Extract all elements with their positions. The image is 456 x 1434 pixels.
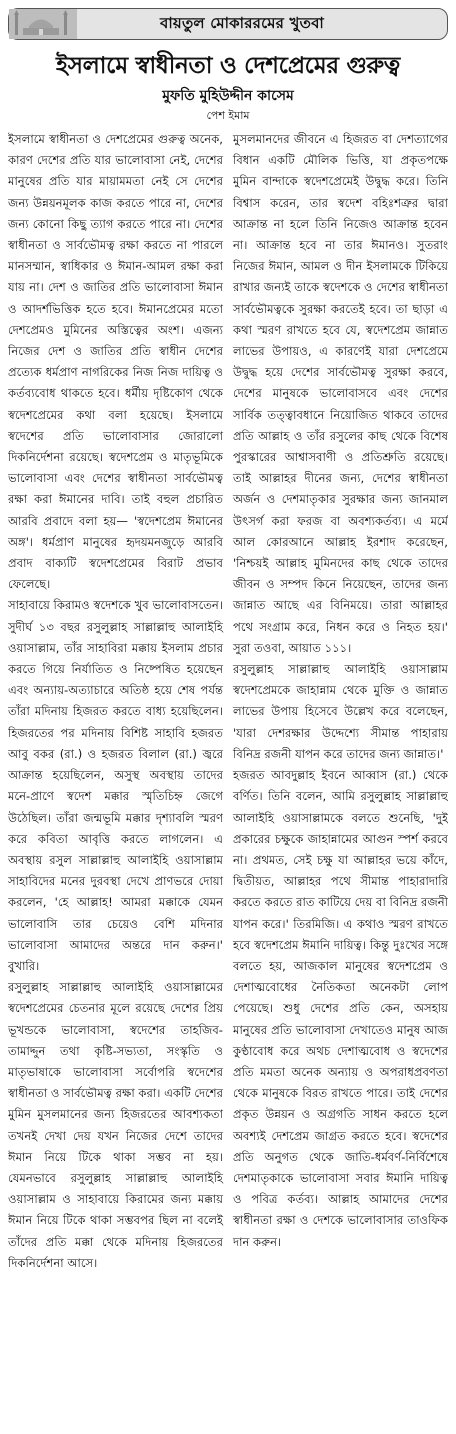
- column-banner: [8, 8, 448, 40]
- article-body: [8, 129, 448, 1367]
- paragraph: হজরত আবদুল্লাহ ইবনে আব্বাস (রা.) থেকে বর্ণিত। তিনি বলেন, আমি রসুলুল্লাহ সাল্লাল্লাহু আলাইহি ওয়াসাল্লামকে বলতে শুনেছি, 'দুই প্রকারের চক্ষুকে জাহান্নামের আগুন স্পর্শ করবে না। প্রথমত, সেই চক্ষু যা আল্লাহর ভয়ে কাঁদে, দ্বিতীয়ত, আল্লাহর পথে সীমান্ত পাহারাদারি করতে করতে রাত কাটিয়ে দেয় বা বিনিদ্র রজনী যাপন করে।' তিরমিজি। এ কথাও স্মরণ রাখতে হবে স্বদেশপ্রেম ঈমানি দায়িত্ব। কিন্তু দুঃখের সঙ্গে বলতে হয়, আজকাল মানুষের স্বদেশপ্রেম ও দেশাত্মবোধের নৈতিকতা অনেকটা লোপ পেয়েছে। শুধু দেশের প্রতি কেন, অসহায় মানুষের প্রতি ভালোবাসা দেখাতেও মানুষ আজ কুণ্ঠাবোধ করে অথচ দেশাত্মবোধ ও স্বদেশের প্রতি মমতা অনেক অন্যায় ও অপরাধপ্রবণতা থেকে মানুষকে বিরত রাখতে পারে। তাই দেশের প্রকৃত উন্নয়ন ও অগ্রগতি সাধন করতে হলে অবশ্যই দেশপ্রেম জাগ্রত করতে হবে। স্বদেশের প্রতি অনুগত থেকে জাতি-ধর্মবর্ণ-নির্বিশেষে দেশমাতৃকাকে ভালোবাসা সবার ঈমানি দায়িত্ব ও পবিত্র কর্তব্য। আল্লাহ আমাদের দেশের স্বাধীনতা রক্ষা ও দেশকে ভালোবাসার তাওফিক দান করুন।: [233, 768, 448, 1249]
- paragraph: ইসলামে স্বাধীনতা ও দেশপ্রেমের গুরুত্ব অনেক, কারণ দেশের প্রতি যার ভালোবাসা নেই, দেশের মানুষের প্রতি যার মায়ামমতা নেই সে দেশের জন্য উন্নয়নমূলক কাজ করতে পারে না, দেশের জন্য কোনো কিছু ত্যাগ করতে পারে না। দেশের স্বাধীনতা ও সার্বভৌমত্ব রক্ষা করতে না পারলে মানসম্মান, স্বাধিকার ও ঈমান-আমল রক্ষা করা যায় না। দেশ ও জাতির প্রতি ভালোবাসা ঈমান ও আদর্শভিত্তিক হতে হবে। ঈমানপ্রেমের মতো দেশপ্রেমও মুমিনের অস্তিত্বের অংশ। এজন্য নিজের দেশ ও জাতির প্রতি স্বাধীন দেশের প্রত্যেক ধর্মপ্রাণ নাগরিকের নিজ নিজ দায়িত্ব ও কর্তব্যবোধ থাকতে হবে। ধর্মীয় দৃষ্টিকোণ থেকে স্বদেশপ্রেমের কথা বলা হয়েছে। ইসলামে স্বদেশের প্রতি ভালোবাসার জোরালো দিকনির্দেশনা রয়েছে। স্বদেশপ্রেম ও মাতৃভূমিকে ভালোবাসা এবং দেশের স্বাধীনতা সার্বভৌমত্ব রক্ষা করা ঈমানের দাবি। তাই বহুল প্রচারিত আরবি প্রবাদে বলা হয়— 'স্বদেশপ্রেম ঈমানের অঙ্গ'। ধর্মপ্রাণ মানুষের হৃদয়মনজুড়ে আরবি প্রবাদ বাক্যটি স্বদেশপ্রেমের বিরাট প্রভাব ফেলেছে।: [8, 132, 223, 592]
- headline: ইসলামে স্বাধীনতা ও দেশপ্রেমের গুরুত্ব: [56, 53, 400, 79]
- paragraph: রসুলুল্লাহ সাল্লাল্লাহু আলাইহি ওয়াসাল্লাম স্বদেশপ্রেমকে জাহান্নাম থেকে মুক্তি ও জান্নাত লাভের উপায় হিসেবে উল্লেখ করে বলেছেন, 'যারা দেশরক্ষার উদ্দেশ্যে সীমান্ত পাহারায় বিনিদ্র রজনী যাপন করে তাদের জন্য জান্নাত।': [233, 662, 448, 761]
- article-column-right: [233, 129, 448, 1367]
- article-column-left: [8, 129, 223, 1367]
- author-role: পেশ ইমাম: [206, 109, 250, 122]
- mosque-icon: [9, 9, 77, 39]
- author-name: মুফতি মুহিউদ্দীন কাসেম: [162, 88, 294, 104]
- column-title: বায়তুল মোকাররমের খুতবা: [160, 13, 324, 32]
- paragraph: মুসলমানদের জীবনে এ হিজরত বা দেশত্যাগের বিধান একটি মৌলিক ভিত্তি, যা প্রকৃতপক্ষে মুমিন বান্দাকে স্বদেশপ্রেমেই উদ্বুদ্ধ করে। তিনি বিশ্বাস করেন, তার স্বদেশ বহিঃশত্রুর দ্বারা আক্রান্ত না হলে তিনি নিজেও আক্রান্ত হবেন না। আক্রান্ত হবে না তার ঈমানও। সুতরাং নিজের ঈমান, আমল ও দীন ইসলামকে টিকিয়ে রাখার জন্যই তাকে স্বদেশকে ও দেশের স্বাধীনতা সার্বভৌমত্বকে সুরক্ষা করতেই হবে। তা ছাড়া এ কথা স্মরণ রাখতে হবে যে, স্বদেশপ্রেম জান্নাত লাভের উপায়ও, এ কারণেই যারা দেশপ্রেমে উদ্বুদ্ধ হয়ে দেশের সার্বভৌমত্ব সুরক্ষা করবে, দেশের মানুষকে ভালোবাসবে এবং দেশের সার্বিক তত্ত্বাবধানে নিয়োজিত থাকবে তাদের প্রতি আল্লাহ ও তাঁর রসুলের কাছ থেকে বিশেষ পুরস্কারের আশ্বাসবাণী ও প্রতিশ্রুতি রয়েছে। তাই আল্লাহর দীনের জন্য, দেশের স্বাধীনতা অর্জন ও দেশমাতৃকার সুরক্ষার জন্য জানমাল উৎসর্গ করা ফরজ বা অবশ্যকর্তব্য। এ মর্মে আল কোরআনে আল্লাহ ইরশাদ করেছেন, 'নিশ্চয়ই আল্লাহ মুমিনদের কাছ থেকে তাদের জীবন ও সম্পদ কিনে নিয়েছেন, তাদের জন্য জান্নাত আছে এর বিনিময়ে। তারা আল্লাহর পথে সংগ্রাম করে, নিধন করে ও নিহত হয়।' সুরা তওবা, আয়াত ১১১।: [233, 132, 448, 655]
- paragraph: রসুলুল্লাহ সাল্লাল্লাহু আলাইহি ওয়াসাল্লামের স্বদেশপ্রেমের চেতনার মূলে রয়েছে দেশের প্রিয় ভূখন্ডকে ভালোবাসা, স্বদেশের তাহজিব-তামাদ্দুন তথা কৃষ্টি-সভ্যতা, সংস্কৃতি ও মাতৃভাষাকে ভালোবাসা সর্বোপরি স্বদেশের স্বাধীনতা ও সার্বভৌমত্ব রক্ষা করা। একটি দেশের মুমিন মুসলমানের জন্য হিজরতের আবশ্যকতা তখনই দেখা দেয় যখন নিজের দেশে তাদের ঈমান নিয়ে টিকে থাকা সম্ভব না হয়। যেমনভাবে রসুলুল্লাহ সাল্লাল্লাহু আলাইহি ওয়াসাল্লাম ও সাহাবায়ে কিরামের জন্য মক্কায় ঈমান নিয়ে টিকে থাকা সম্ভবপর ছিল না বলেই তাঁদের প্রতি মক্কা থেকে মদিনায় হিজরতের দিকনির্দেশনা আসে।: [8, 980, 224, 1270]
- paragraph: সাহাবায়ে কিরামও স্বদেশকে খুব ভালোবাসতেন। সুদীর্ঘ ১৩ বছর রসুলুল্লাহ সাল্লাল্লাহু আলাইহি ওয়াসাল্লাম, তাঁর সাহাবিরা মক্কায় ইসলাম প্রচার করতে গিয়ে নির্যাতিত ও নিষ্পেষিত হয়েছেন এবং অন্যায়-অত্যাচারে অতিষ্ঠ হয়ে শেষ পর্যন্ত তাঁরা মদিনায় হিজরত করতে বাধ্য হয়েছিলেন। হিজরতের পর মদিনায় বিশিষ্ট সাহাবি হজরত আবু বকর (রা.) ও হজরত বিলাল (রা.) জ্বরে আক্রান্ত হয়েছিলেন, অসুস্থ অবস্থায় তাদের মনে-প্রাণে স্বদেশ মক্কার স্মৃতিচিহ্ন জেগে উঠেছিল। তাঁরা জন্মভূমি মক্কার দৃশ্যাবলি স্মরণ করে কবিতা আবৃত্তি করতে লাগলেন। এ অবস্থায় রসুল সাল্লাল্লাহু আলাইহি ওয়াসাল্লাম সাহাবিদের মনের দুরবস্থা দেখে প্রাণভরে দোয়া করলেন, 'হে আল্লাহ! আমরা মক্কাকে যেমন ভালোবাসি তার চেয়েও বেশি মদিনার ভালোবাসা আমাদের অন্তরে দান করুন।' বুখারি।: [8, 598, 223, 973]
